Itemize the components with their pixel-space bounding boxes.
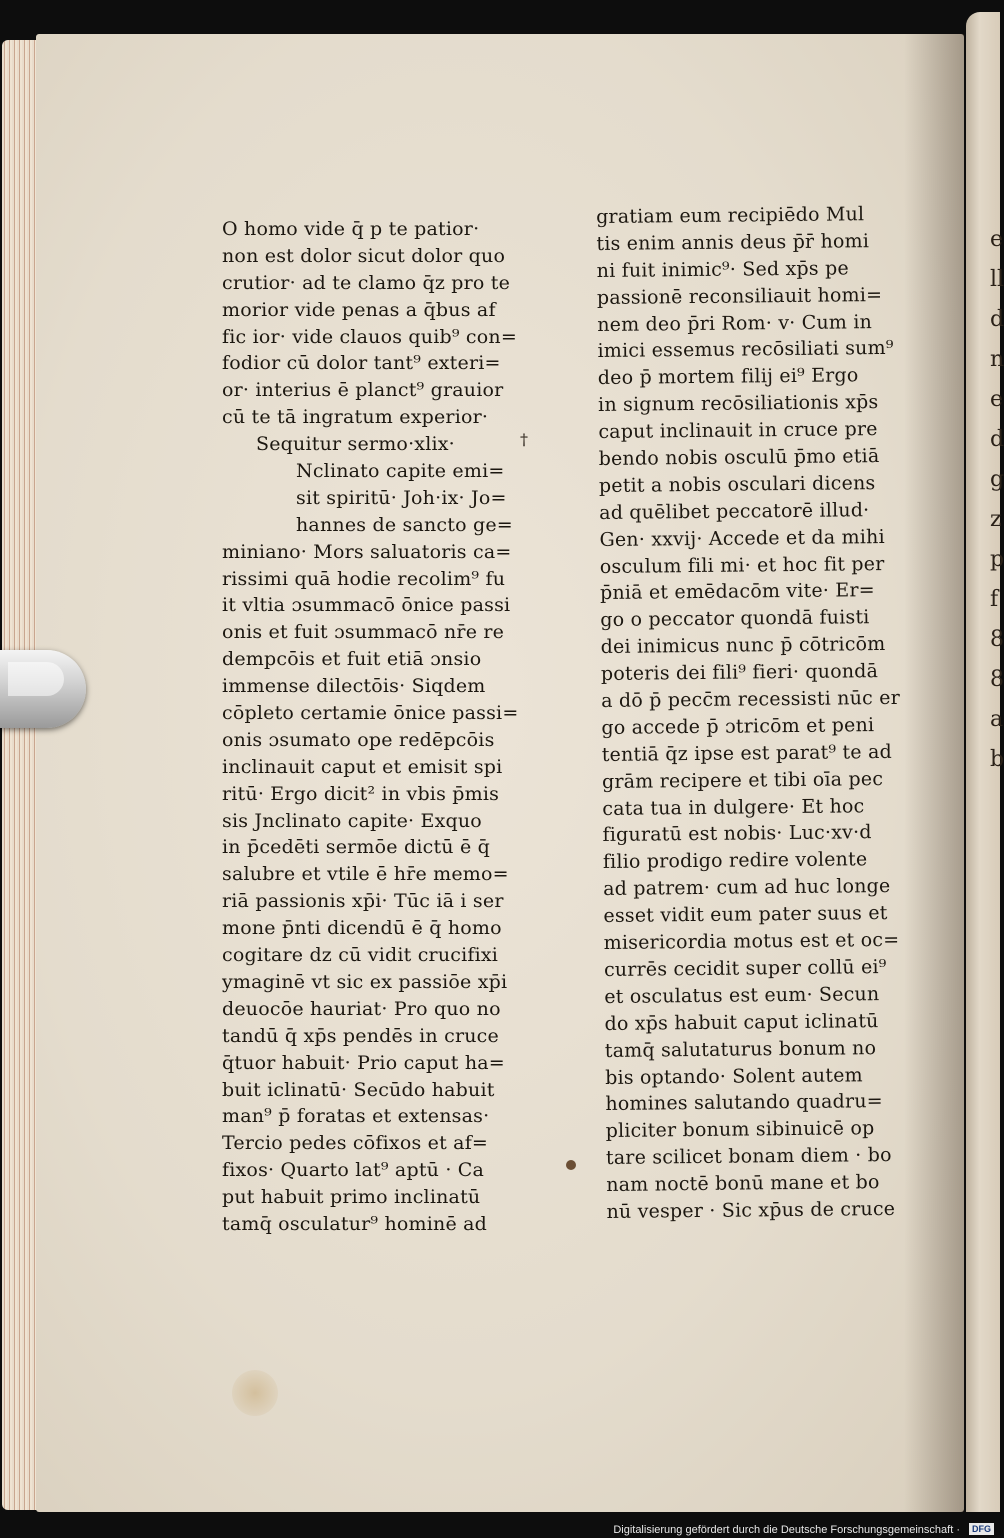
text-line: onis et fuit ɔsummacō nr̄e re: [222, 621, 505, 644]
text-line: tamq̄ salutaturus bonum no: [604, 1036, 877, 1062]
text-line: miniano· Mors saluatoris ca=: [222, 540, 512, 563]
text-line: rissimi quā hodie recolim⁹ fu: [222, 567, 506, 590]
text-line: ad patrem· cum ad huc longe: [603, 875, 891, 901]
margin-mark: †: [520, 430, 528, 449]
text-line: Nclinato capite emi=: [296, 460, 505, 483]
text-line: pliciter bonum sibinuicē op: [605, 1117, 875, 1143]
text-line: ni fuit inimic⁹· Sed xp̄s pe: [596, 257, 849, 282]
bookmark-clip: [0, 650, 86, 728]
text-line: in p̄cedēti sermōe dictū ē q̄: [222, 836, 491, 859]
text-line: go o peccator quondā fuisti: [600, 606, 870, 632]
text-line: currēs cecidit super collū ei⁹: [603, 955, 887, 981]
text-line: grām recipere et tibi oīa pec: [601, 767, 884, 793]
text-line: immense dilectōis· Siqdem: [222, 675, 486, 698]
text-line: mone p̄nti dicendū ē q̄ homo: [222, 917, 502, 940]
text-line: sis Jnclinato capite· Exquo: [222, 809, 482, 832]
text-line: tamq̄ osculatur⁹ hominē ad: [222, 1212, 488, 1235]
text-line: caput inclinauit in cruce pre: [598, 418, 878, 444]
text-line: gratiam eum recipiēdo Mul: [596, 203, 865, 228]
text-line: do xp̄s habuit caput iclinatū: [604, 1009, 879, 1035]
text-line: or· interius ē planct⁹ grauior: [222, 379, 504, 402]
text-line: nū vesper · Sic xp̄us de cruce: [606, 1197, 896, 1223]
text-line: tandū q̄ xp̄s pendēs in cruce: [222, 1024, 499, 1047]
text-line: deo p̄ mortem filij ei⁹ Ergo: [597, 364, 859, 390]
text-line: it vltia ɔsummacō ōnice passi: [222, 594, 511, 617]
text-line: nem deo p̄ri Rom· v· Cum in: [597, 310, 873, 336]
text-line: Sequitur sermo·xlix·: [256, 433, 455, 456]
text-line: morior vide penas a q̄bus af: [222, 298, 496, 321]
dfg-logo: DFG: [969, 1523, 994, 1535]
text-line: fixos· Quarto lat⁹ aptū · Ca: [222, 1159, 485, 1182]
text-line: onis ɔsumato ope redēpcōis: [222, 728, 495, 751]
text-line: Tercio pedes cōfixos et af=: [222, 1132, 489, 1155]
text-line: tare scilicet bonam diem · bo: [605, 1144, 892, 1170]
text-line: cata tua in dulgere· Et hoc: [602, 794, 865, 820]
text-line: tentiā q̄z ipse est parat⁹ te ad: [601, 740, 893, 766]
paper-stain: [232, 1370, 278, 1416]
text-line: buit iclinatū· Secūdo habuit: [222, 1078, 495, 1101]
text-line: p̄niā et emēdacōm vite· Er=: [599, 579, 875, 605]
text-line: cū te tā ingratum experior·: [222, 406, 489, 429]
text-line: tis enim annis deus p̄r̄ homi: [596, 230, 870, 255]
text-line: riā passionis xp̄i· Tūc iā i ser: [222, 890, 504, 913]
text-line: O homo vide q̄ p te patior·: [222, 218, 480, 240]
facing-page-text: e ll d n e d g z p f 8 8 a b: [990, 227, 1004, 772]
left-text-column: [222, 216, 544, 1238]
text-line: Gen· xxvij· Accede et da mihi: [599, 525, 885, 551]
text-line: fodior cū dolor tant⁹ exteri=: [222, 352, 501, 375]
text-line: dempcōis et fuit etiā ɔnsio: [222, 648, 482, 671]
text-line: put habuit primo inclinatū: [222, 1186, 481, 1209]
text-line: cōpleto certamie ōnice passi=: [222, 702, 519, 725]
text-line: bendo nobis osculū p̄mo etiā: [598, 445, 880, 471]
text-line: passionē reconsiliauit homi=: [596, 283, 883, 309]
text-line: non est dolor sicut dolor quo: [222, 244, 506, 267]
right-text-column: [596, 201, 901, 1226]
ink-spot: [566, 1160, 576, 1170]
text-line: man⁹ p̄ foratas et extensas·: [222, 1105, 490, 1128]
text-line: nam noctē bonū mane et bo: [606, 1171, 880, 1197]
text-line: poteris dei fili⁹ fieri· quondā: [600, 660, 879, 686]
text-line: hannes de sancto ge=: [296, 513, 513, 536]
text-line: deuocōe hauriat· Pro quo no: [222, 997, 501, 1020]
text-line: go accede p̄ ɔtricōm et peni: [601, 714, 875, 739]
text-line: in signum recōsiliationis xp̄s: [597, 391, 879, 417]
text-line: sit spiritū· Joh·ix· Jo=: [296, 486, 507, 509]
footer-bar: [0, 1520, 1000, 1538]
text-line: cogitare dz cū vidit crucifixi: [222, 944, 499, 967]
text-line: a dō p̄ pecc̄m recessisti nūc er: [601, 686, 901, 713]
footer-credit: Digitalisierung gefördert durch die Deutsche Forschungsgemeinschaft ·: [613, 1524, 960, 1536]
text-line: q̄tuor habuit· Prio caput ha=: [222, 1051, 505, 1074]
text-line: petit a nobis osculari dicens: [598, 471, 876, 497]
text-line: dei inimicus nunc p̄ cōtricōm: [600, 633, 886, 659]
text-line: inclinauit caput et emisit spi: [222, 755, 503, 778]
text-line: imici essemus recōsiliati sum⁹: [597, 337, 894, 363]
text-line: esset vidit eum pater suus et: [603, 902, 888, 928]
text-line: homines salutando quadru=: [605, 1090, 883, 1116]
gutter-shadow: [904, 34, 964, 1512]
text-line: misericordia motus est et oc=: [603, 928, 900, 955]
text-line: bis optando· Solent autem: [605, 1063, 863, 1089]
text-line: et osculatus est eum· Secun: [604, 982, 880, 1008]
text-line: ad quēlibet peccatorē illud·: [599, 498, 870, 524]
text-line: figuratū est nobis· Luc·xv·d: [602, 821, 872, 847]
text-line: filio prodigo redire volente: [602, 848, 868, 874]
text-line: fic ior· vide clauos quib⁹ con=: [222, 325, 517, 348]
text-line: salubre et vtile ē hr̄e memo=: [222, 863, 509, 886]
text-line: osculum fili mi· et hoc fit per: [599, 552, 885, 578]
text-line: ymaginē vt sic ex passiōe xp̄i: [222, 970, 508, 993]
text-line: crutior· ad te clamo q̄z pro te: [222, 271, 511, 294]
text-line: ritū· Ergo dicit² in vbis p̄mis: [222, 782, 500, 805]
